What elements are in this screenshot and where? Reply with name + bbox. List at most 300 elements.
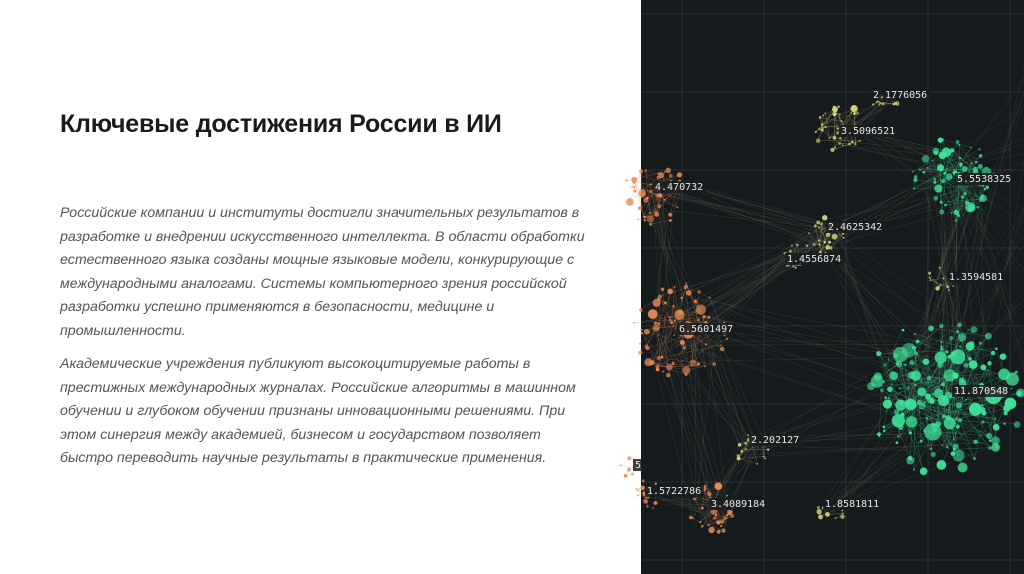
graph-node <box>920 380 922 382</box>
paragraph-2: Академические учреждения публикуют высокоцитируемые работы в престижных международных журналах. Российские алгоритмы в машинном обучении и глубоком обучении признаны инновационными решениями. При этом синергия между академией, бизнесом и государством позволяет быстро переводить научные результаты в практические применения. <box>60 356 576 466</box>
graph-node <box>655 365 659 369</box>
graph-node <box>641 332 643 334</box>
graph-node <box>638 189 645 196</box>
cluster-label <box>826 221 885 233</box>
graph-node <box>962 166 968 172</box>
cluster-label-text: 6.5601497 <box>679 324 734 335</box>
graph-node <box>720 347 725 352</box>
cluster-label <box>785 253 844 265</box>
cluster-label-text: 2.4625342 <box>828 222 883 233</box>
graph-node <box>933 181 936 184</box>
graph-node <box>913 178 917 182</box>
graph-node <box>707 491 709 493</box>
graph-node <box>924 171 926 173</box>
graph-node <box>657 205 661 209</box>
graph-node <box>949 336 953 340</box>
graph-node <box>995 418 997 420</box>
graph-node <box>697 363 700 366</box>
network-graph-image <box>635 0 1024 574</box>
graph-node <box>853 113 856 116</box>
graph-node <box>737 454 740 457</box>
graph-node <box>833 136 837 140</box>
graph-node <box>913 469 915 471</box>
graph-node <box>669 319 671 321</box>
graph-node <box>643 216 645 218</box>
graph-node <box>796 243 799 246</box>
graph-node <box>912 346 916 350</box>
graph-node <box>986 186 989 189</box>
graph-node <box>937 460 947 470</box>
graph-node <box>959 162 962 165</box>
graph-node <box>881 102 884 105</box>
graph-node <box>932 160 934 162</box>
graph-node <box>902 329 905 332</box>
graph-node <box>674 320 676 322</box>
graph-node <box>654 327 656 329</box>
graph-node <box>674 286 676 288</box>
graph-node <box>737 458 739 460</box>
graph-node <box>1004 423 1006 425</box>
graph-node <box>859 140 861 142</box>
graph-node <box>624 474 628 478</box>
graph-node <box>938 286 940 288</box>
graph-node <box>738 443 741 446</box>
graph-node <box>668 213 672 217</box>
cluster-label-text: 1.3594581 <box>949 272 1004 283</box>
graph-node <box>933 196 938 201</box>
graph-node <box>927 376 931 380</box>
graph-node <box>969 360 978 369</box>
graph-node <box>941 341 943 343</box>
graph-node <box>822 215 827 220</box>
graph-node <box>951 451 956 456</box>
graph-node <box>649 183 651 185</box>
graph-node <box>654 212 659 217</box>
graph-node <box>922 155 930 163</box>
graph-node <box>648 309 658 319</box>
graph-node <box>637 218 639 220</box>
graph-node <box>682 366 690 374</box>
graph-node <box>953 438 955 440</box>
graph-node <box>657 322 660 325</box>
graph-node <box>907 387 910 390</box>
graph-node <box>956 402 962 408</box>
graph-node <box>971 162 973 164</box>
graph-node <box>920 440 923 443</box>
graph-node <box>716 520 720 524</box>
graph-node <box>929 277 931 279</box>
graph-node <box>939 324 943 328</box>
graph-node <box>895 361 899 365</box>
graph-node <box>895 422 897 424</box>
graph-node <box>818 244 820 246</box>
graph-node <box>871 375 884 388</box>
graph-node <box>720 525 722 527</box>
graph-node <box>818 515 823 520</box>
cluster-label-text: 5.5538325 <box>957 174 1012 185</box>
graph-node <box>654 501 658 505</box>
cluster-edge <box>982 370 989 385</box>
graph-node <box>982 420 985 423</box>
graph-node <box>744 442 747 445</box>
graph-node <box>717 530 721 534</box>
graph-edge <box>947 181 1024 344</box>
graph-node <box>707 316 710 319</box>
graph-node <box>674 310 684 320</box>
graph-node <box>965 399 967 401</box>
graph-node <box>657 176 660 179</box>
graph-node <box>642 479 645 482</box>
graph-node <box>635 488 637 490</box>
graph-node <box>666 373 671 378</box>
graph-node <box>646 505 648 507</box>
graph-node <box>708 527 714 533</box>
graph-node <box>631 473 634 476</box>
graph-node <box>838 142 841 145</box>
graph-node <box>942 277 944 279</box>
graph-node <box>939 209 944 214</box>
graph-node <box>697 318 700 321</box>
graph-node <box>930 448 933 451</box>
graph-node <box>836 131 839 134</box>
graph-node <box>906 416 917 427</box>
graph-node <box>745 448 747 450</box>
graph-node <box>763 456 765 458</box>
graph-node <box>993 424 1000 431</box>
graph-node <box>635 178 637 180</box>
graph-node <box>937 164 944 171</box>
graph-node <box>948 289 950 291</box>
graph-node <box>951 212 953 214</box>
graph-node <box>925 417 928 420</box>
graph-node <box>916 340 920 344</box>
cluster-label <box>955 173 1014 185</box>
graph-node <box>655 482 658 485</box>
graph-node <box>655 193 659 197</box>
graph-node <box>950 349 965 364</box>
graph-node <box>685 282 687 284</box>
graph-node <box>839 113 841 115</box>
graph-node <box>968 329 970 331</box>
graph-edge <box>814 228 898 396</box>
graph-node <box>823 241 826 244</box>
graph-node <box>955 417 958 420</box>
graph-node <box>649 212 651 214</box>
graph-node <box>894 353 899 358</box>
graph-node <box>713 362 717 366</box>
graph-node <box>880 389 883 392</box>
graph-edge <box>916 93 1024 375</box>
graph-node <box>851 141 853 143</box>
graph-node <box>894 102 897 105</box>
graph-node <box>942 414 946 418</box>
graph-node <box>988 446 992 450</box>
graph-node <box>959 377 965 383</box>
graph-node <box>721 529 725 533</box>
graph-node <box>713 516 716 519</box>
graph-node <box>882 426 885 429</box>
graph-node <box>661 287 664 290</box>
graph-node <box>640 329 642 331</box>
graph-node <box>872 103 874 105</box>
graph-node <box>726 495 728 497</box>
graph-node <box>930 452 935 457</box>
graph-node <box>730 514 734 518</box>
graph-node <box>816 138 821 143</box>
graph-node <box>806 245 808 247</box>
graph-node <box>740 450 743 453</box>
graph-node <box>930 399 935 404</box>
graph-node <box>956 330 959 333</box>
graph-node <box>918 168 920 170</box>
graph-node <box>1004 411 1008 415</box>
graph-node <box>957 323 962 328</box>
graph-node <box>625 179 627 181</box>
graph-node <box>964 192 967 195</box>
graph-node <box>834 146 836 148</box>
graph-node <box>928 326 934 332</box>
graph-node <box>1014 421 1021 428</box>
graph-node <box>657 298 660 301</box>
graph-node <box>965 201 969 205</box>
graph-node <box>637 495 639 497</box>
graph-node <box>952 285 954 287</box>
graph-node <box>639 169 643 173</box>
graph-node <box>705 343 707 345</box>
graph-node <box>693 497 696 500</box>
graph-node <box>908 456 913 461</box>
graph-node <box>691 365 693 367</box>
graph-node <box>957 214 960 217</box>
graph-node <box>841 120 843 122</box>
cluster-label-text: 2.1776056 <box>873 90 928 101</box>
graph-node <box>931 423 936 428</box>
graph-node <box>789 250 792 253</box>
graph-node <box>669 219 672 222</box>
graph-edge <box>701 250 795 321</box>
graph-node <box>926 167 928 169</box>
graph-node <box>747 434 749 436</box>
cluster-label-text: 2.202127 <box>751 435 800 446</box>
graph-node <box>824 112 826 114</box>
graph-node <box>899 388 901 390</box>
graph-node <box>692 517 694 519</box>
cluster-label <box>677 323 736 335</box>
graph-node <box>829 246 833 250</box>
graph-node <box>654 322 657 325</box>
graph-node <box>630 187 632 189</box>
graph-node <box>808 232 810 234</box>
graph-node <box>664 301 667 304</box>
graph-node <box>959 346 961 348</box>
graph-node <box>941 138 944 141</box>
graph-node <box>917 387 926 396</box>
graph-node <box>848 143 851 146</box>
cluster-label <box>871 89 930 101</box>
graph-node <box>913 188 915 190</box>
graph-node <box>998 369 1010 381</box>
graph-node <box>657 356 661 360</box>
graph-node <box>896 441 899 444</box>
graph-node <box>979 154 983 158</box>
graph-node <box>644 329 650 335</box>
graph-node <box>935 421 941 427</box>
graph-node <box>971 326 978 333</box>
graph-edge <box>653 255 788 360</box>
graph-node <box>945 392 951 398</box>
graph-node <box>935 351 947 363</box>
graph-node <box>686 290 692 296</box>
graph-node <box>943 172 946 175</box>
graph-node <box>701 507 704 510</box>
graph-node <box>643 499 648 504</box>
graph-node <box>980 407 986 413</box>
graph-node <box>904 364 906 366</box>
graph-node <box>723 516 727 520</box>
graph-node <box>825 512 830 517</box>
graph-edges <box>621 67 1024 532</box>
graph-node <box>833 112 837 116</box>
graph-node <box>795 267 797 269</box>
cluster-label <box>952 385 1011 397</box>
graph-node <box>663 199 665 201</box>
graph-edge <box>649 190 826 230</box>
graph-node <box>680 340 685 345</box>
cluster-label <box>823 498 882 510</box>
graph-node <box>644 219 647 222</box>
graph-node <box>816 221 820 225</box>
graph-node <box>970 147 972 149</box>
cluster-label <box>839 125 898 137</box>
graph-node <box>960 166 962 168</box>
graph-node <box>835 517 837 519</box>
graph-node <box>958 463 968 473</box>
graph-node <box>647 215 654 222</box>
graph-node <box>666 364 673 371</box>
graph-node <box>664 171 666 173</box>
graph-node <box>905 399 917 411</box>
graph-node <box>639 343 641 345</box>
slide-body <box>60 202 590 481</box>
graph-node <box>828 241 831 244</box>
graph-edge <box>692 343 754 446</box>
cluster-label <box>709 498 768 510</box>
graph-node <box>843 237 845 239</box>
graph-node <box>816 509 821 514</box>
graph-node <box>933 428 937 432</box>
graph-node <box>726 338 728 340</box>
graph-node <box>958 144 960 146</box>
graph-node <box>995 347 998 350</box>
graph-node <box>956 425 960 429</box>
graph-node <box>638 490 640 492</box>
graph-edge <box>668 191 823 233</box>
graph-node <box>908 372 915 379</box>
graph-node <box>979 200 981 202</box>
graph-node <box>820 222 823 225</box>
graph-node <box>942 445 944 447</box>
graph-edge <box>836 228 889 388</box>
graph-node <box>958 418 962 422</box>
graph-node <box>649 360 654 365</box>
graph-node <box>821 129 824 132</box>
graph-node <box>652 507 654 509</box>
graph-node <box>645 169 647 171</box>
graph-node <box>677 172 682 177</box>
graph-node <box>840 514 844 518</box>
graph-node <box>833 106 835 108</box>
graph-node <box>987 369 989 371</box>
graph-node <box>889 371 898 380</box>
graph-node <box>984 188 986 190</box>
cluster-label-text: 1.8581811 <box>825 499 880 510</box>
graph-node <box>888 359 890 361</box>
graph-node <box>673 334 675 336</box>
graph-node <box>940 201 943 204</box>
graph-node <box>909 431 912 434</box>
graph-node <box>704 365 706 367</box>
graph-node <box>973 457 976 460</box>
graph-node <box>815 131 817 133</box>
graph-node <box>897 435 899 437</box>
graph-node <box>792 265 794 267</box>
graph-node <box>878 435 880 437</box>
graph-node <box>1000 353 1007 360</box>
graph-node <box>968 357 972 361</box>
graph-node <box>657 172 659 174</box>
graph-node <box>683 346 686 349</box>
graph-node <box>649 190 652 193</box>
graph-edge <box>712 322 763 439</box>
graph-node <box>842 512 844 514</box>
graph-node <box>828 137 830 139</box>
graph-node <box>672 305 675 308</box>
cluster-label <box>749 434 802 446</box>
graph-node <box>719 344 721 346</box>
graph-node <box>981 404 983 406</box>
graph-node <box>963 363 968 368</box>
graph-node <box>818 239 820 241</box>
cluster-label-text: 3.5096521 <box>841 126 896 137</box>
graph-node <box>638 351 642 355</box>
graph-node <box>633 322 635 324</box>
graph-node <box>953 450 965 462</box>
graph-node <box>952 372 959 379</box>
graph-node <box>991 351 995 355</box>
graph-node <box>714 482 722 490</box>
graph-node <box>670 322 673 325</box>
graph-edge <box>961 189 979 402</box>
cluster-label-text: 1.4556874 <box>787 254 842 265</box>
cluster-label-text: 4.470732 <box>655 182 704 193</box>
cluster-edge <box>823 109 836 127</box>
graph-node <box>720 519 724 523</box>
graph-node <box>940 347 943 350</box>
graph-node <box>1016 388 1024 397</box>
graph-node <box>930 279 932 281</box>
graph-node <box>707 524 709 526</box>
graph-node <box>694 299 698 303</box>
graph-edge <box>698 254 796 314</box>
graph-node <box>958 333 966 341</box>
graph-node <box>627 456 631 460</box>
graph-node <box>902 343 916 357</box>
graph-node <box>919 402 926 409</box>
graph-node <box>940 284 942 286</box>
graph-node <box>978 164 983 169</box>
graph-node <box>640 486 644 490</box>
graph-node <box>980 364 986 370</box>
